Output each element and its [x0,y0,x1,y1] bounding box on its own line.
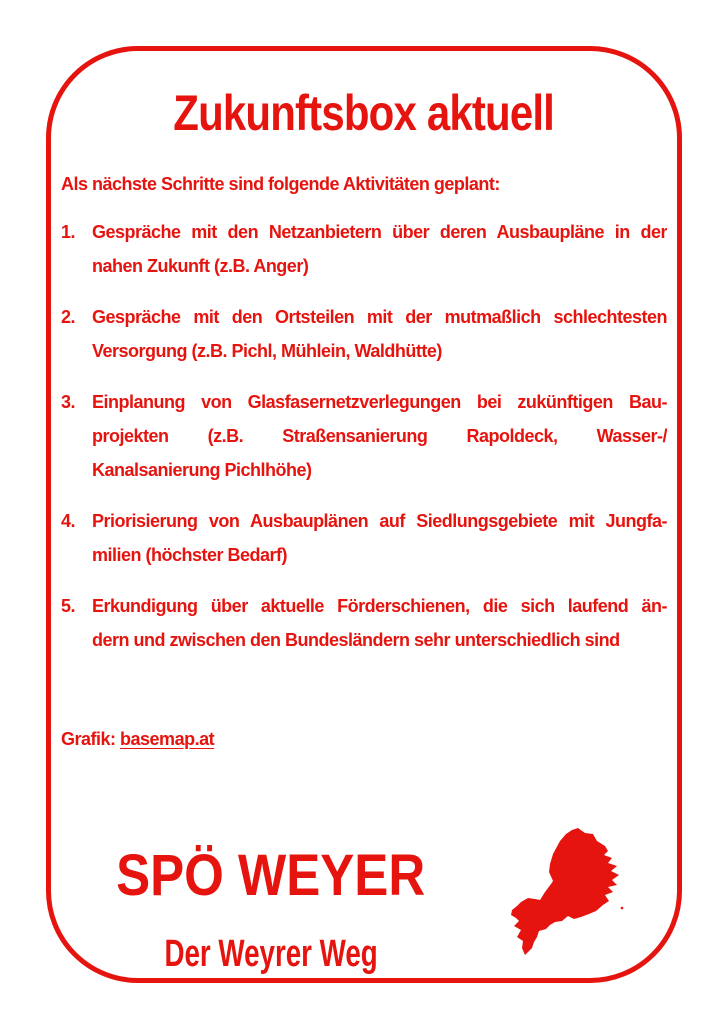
item-body [92,300,667,368]
list-number: 5. [61,596,76,616]
weyer-municipality-silhouette-icon [508,824,626,958]
list-line: Einplanung von Glasfasernetzverlegungen bei zukünftigen Bau- [92,392,667,412]
list-number: 3. [61,392,76,412]
list-line: Erkundigung über aktuelle Förderschienen, die sich laufend än- [92,596,667,616]
item-body [92,215,667,283]
page-title-text: Zukunftsbox aktuell [173,85,555,141]
credit-label: Grafik: [61,729,121,749]
intro-text: Als nächste Schritte sind folgende Aktivitäten geplant: [61,174,500,194]
list-item [61,589,667,657]
list-line: dern und zwischen den Bundesländern sehr unterschiedlich sind [92,630,620,650]
list-item [61,504,667,572]
list-line: Gespräche mit den Ortsteilen mit der mutmaßlich schlechtesten [92,307,667,327]
item-body [92,504,667,572]
list-item [61,215,667,283]
list-line: projekten (z.B. Straßensanierung Rapoldeck, Wasser-/ [92,426,667,446]
list-line: milien (höchster Bedarf) [92,545,288,565]
list-number: 1. [61,222,76,242]
list-line: Versorgung (z.B. Pichl, Mühlein, Waldhütte) [92,341,442,361]
item-body [92,385,667,487]
credit-line [61,722,667,756]
main-content [61,167,667,756]
activity-list [61,215,667,657]
list-item [61,300,667,368]
item-body [92,589,667,657]
list-number: 4. [61,511,76,531]
list-item [61,385,667,487]
list-line: Gespräche mit den Netzanbietern über deren Ausbaupläne in der [92,222,667,242]
list-line: Priorisierung von Ausbauplänen auf Siedlungsgebiete mit Jungfa- [92,511,667,531]
list-number: 2. [61,307,76,327]
footer [46,843,496,975]
list-line: nahen Zukunft (z.B. Anger) [92,256,309,276]
basemap-link[interactable]: basemap.at [120,729,215,749]
list-line: Kanalsanierung Pichlhöhe) [92,460,312,480]
org-name: SPÖ WEYER [116,843,426,908]
org-slogan: Der Weyrer Weg [164,933,378,975]
page-title [46,84,682,142]
slogan-row [46,935,496,973]
